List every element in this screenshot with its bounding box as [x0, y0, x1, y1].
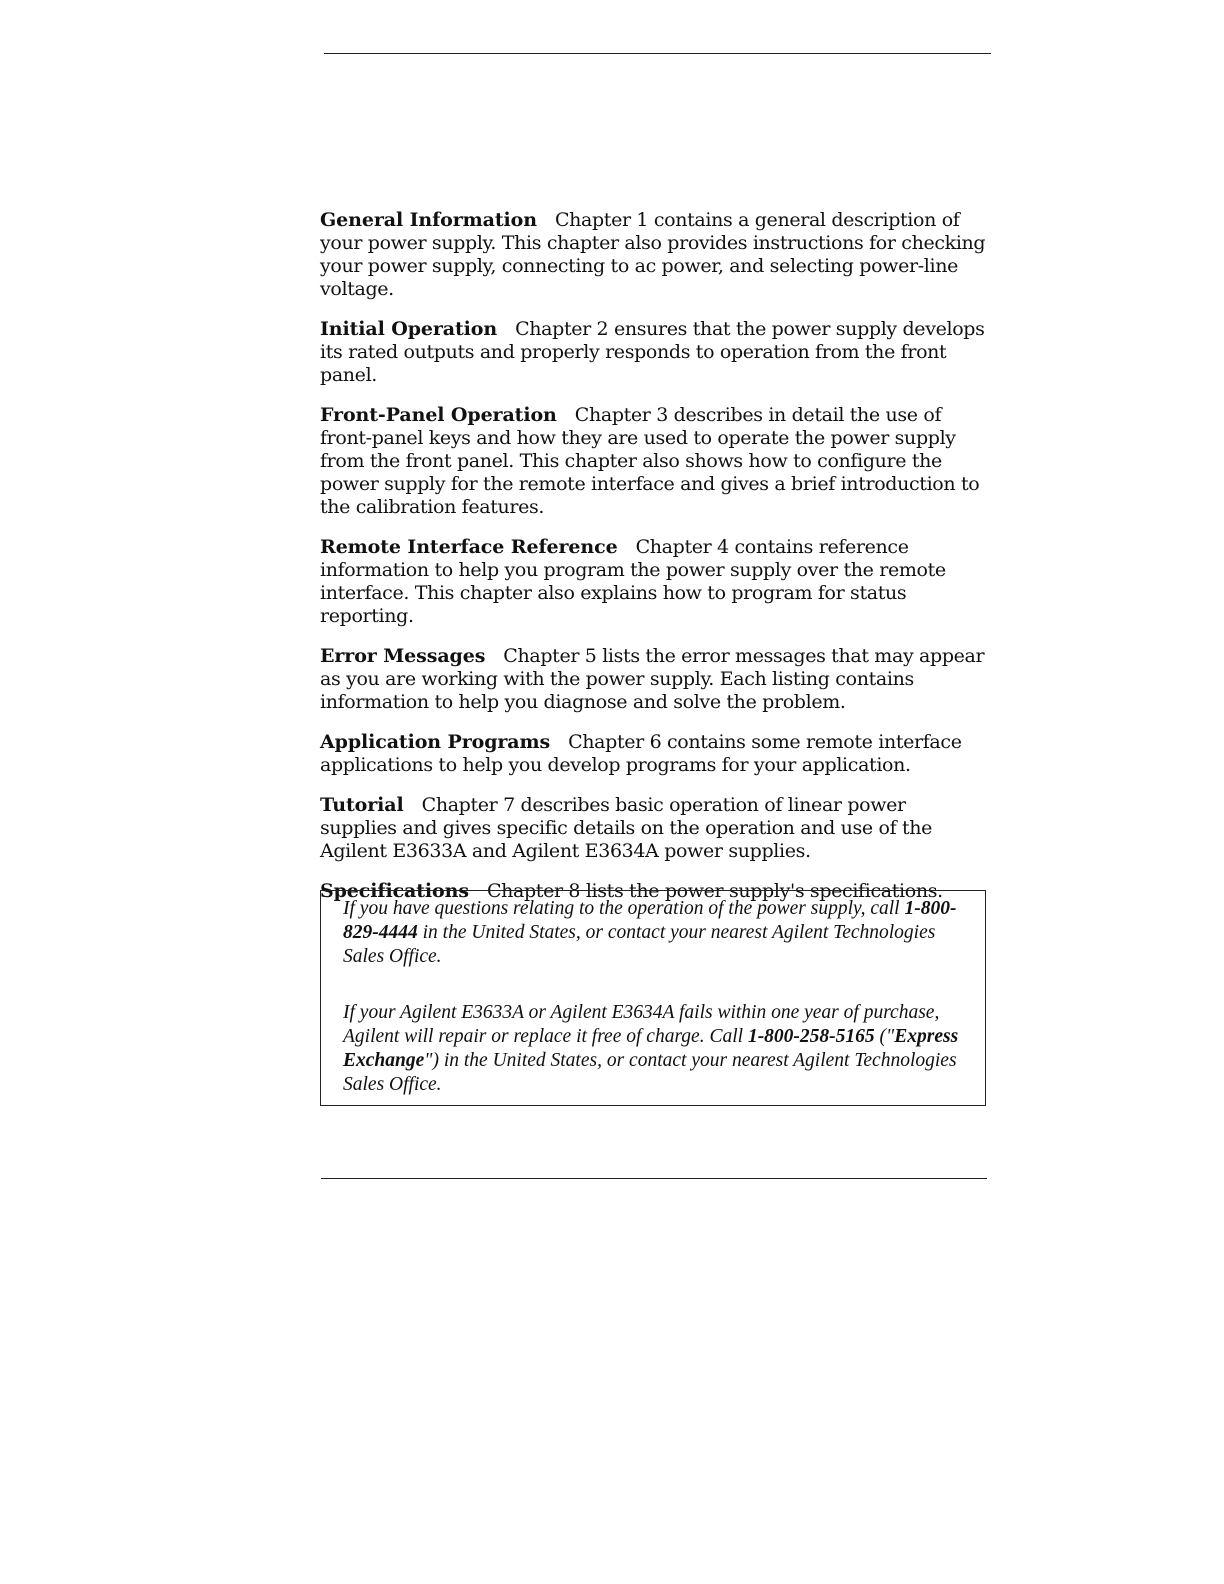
note-text: in the United States, or contact your nearest Agilent Technologies Sales Office. [343, 922, 936, 967]
express-exchange-phone-number: 1-800-258-5165 [747, 1026, 875, 1047]
note-text: If you have questions relating to the operation of the power supply, call [343, 898, 905, 919]
express-exchange-label: Express Exchange [343, 1026, 959, 1071]
section-text: Chapter 8 lists the power supply's specifications. [486, 880, 943, 902]
section-initial-operation [320, 318, 988, 387]
section-title: Initial Operation [320, 318, 498, 340]
section-text: Chapter 1 contains a general description of your power supply. This chapter also provides instructions for checking your power supply, connecting to ac power, and selecting power-line voltage. [320, 209, 986, 300]
chapter-overview [320, 209, 988, 920]
bottom-rule [321, 1178, 987, 1179]
section-text: Chapter 6 contains some remote interface applications to help you develop programs for your application. [320, 731, 962, 776]
section-front-panel-operation [320, 404, 988, 519]
section-general-information [320, 209, 988, 301]
note-text: ") in the United States, or contact your nearest Agilent Technologies Sales Office. [343, 1050, 957, 1095]
warranty-note [343, 1001, 971, 1097]
support-note-box [320, 890, 986, 1106]
support-questions-note [343, 897, 971, 969]
section-title: Remote Interface Reference [320, 536, 618, 558]
note-text: If your Agilent E3633A or Agilent E3634A fails within one year of purchase, Agilent will repair or replace it free of charge. Call [343, 1002, 940, 1047]
section-text: Chapter 3 describes in detail the use of front-panel keys and how they are used to operate the power supply from the front panel. This chapter also shows how to configure the power supply for the remote interface and gives a brief introduction to the calibration features. [320, 404, 980, 518]
section-title: Application Programs [320, 731, 551, 753]
section-title: Specifications [320, 880, 469, 902]
section-title: General Information [320, 209, 537, 231]
support-phone-number: 1-800-829-4444 [343, 898, 957, 943]
section-text: Chapter 2 ensures that the power supply develops its rated outputs and properly responds to operation from the front panel. [320, 318, 985, 386]
section-remote-interface-reference [320, 536, 988, 628]
section-title: Error Messages [320, 645, 486, 667]
section-text: Chapter 7 describes basic operation of linear power supplies and gives specific details on the operation and use of the Agilent E3633A and Agilent E3634A power supplies. [320, 794, 933, 862]
section-title: Front-Panel Operation [320, 404, 557, 426]
section-error-messages [320, 645, 988, 714]
note-text: (" [874, 1026, 895, 1047]
section-application-programs [320, 731, 988, 777]
section-text: Chapter 4 contains reference information to help you program the power supply over the remote interface. This chapter also explains how to program for status reporting. [320, 536, 946, 627]
section-tutorial [320, 794, 988, 863]
top-rule [324, 53, 991, 54]
section-text: Chapter 5 lists the error messages that may appear as you are working with the power supply. Each listing contains information to help you diagnose and solve the problem. [320, 645, 985, 713]
section-title: Tutorial [320, 794, 404, 816]
